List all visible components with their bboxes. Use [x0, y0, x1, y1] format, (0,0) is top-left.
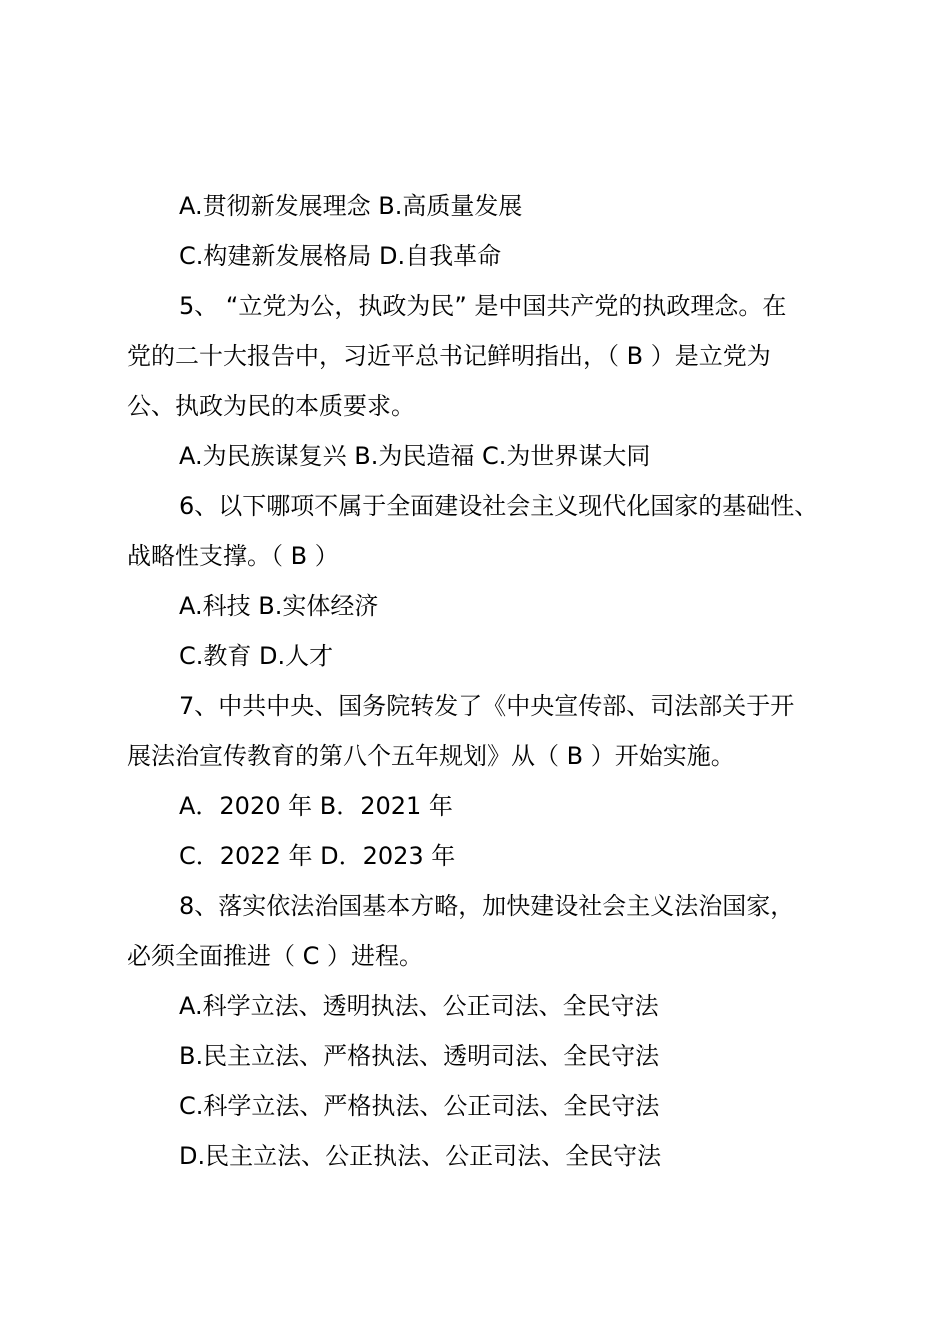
q7-question-line-1: 7、中共中央、国务院转发了《中央宣传部、司法部关于开: [179, 692, 795, 720]
document-body: [127, 181, 837, 1181]
q6-options-cd: C.教育 D.人才: [179, 642, 334, 670]
q7-options-cd: C．2022 年 D．2023 年: [179, 842, 456, 870]
q5-question-line-1: 5、 “立党为公，执政为民” 是中国共产党的执政理念。在: [179, 292, 787, 320]
q4-options-cd: C.构建新发展格局 D.自我革命: [179, 242, 502, 270]
q5-options: A.为民族谋复兴 B.为民造福 C.为世界谋大同: [179, 442, 651, 470]
q8-option-b: B.民主立法、严格执法、透明司法、全民守法: [179, 1042, 660, 1070]
q5-question-line-3: 公、执政为民的本质要求。: [127, 392, 415, 420]
q5-question-line-2: 党的二十大报告中，习近平总书记鲜明指出，（ B ）是立党为: [127, 342, 771, 370]
q4-options-ab: A.贯彻新发展理念 B.高质量发展: [179, 192, 523, 220]
q8-option-c: C.科学立法、严格执法、公正司法、全民守法: [179, 1092, 660, 1120]
q8-option-d: D.民主立法、公正执法、公正司法、全民守法: [179, 1142, 662, 1170]
q8-question-line-1: 8、落实依法治国基本方略，加快建设社会主义法治国家，: [179, 892, 795, 920]
q7-options-ab: A．2020 年 B．2021 年: [179, 792, 453, 820]
q8-option-a: A.科学立法、透明执法、公正司法、全民守法: [179, 992, 659, 1020]
q8-question-line-2: 必须全面推进（ C ）进程。: [127, 942, 424, 970]
q6-question-line-1: 6、以下哪项不属于全面建设社会主义现代化国家的基础性、: [179, 492, 819, 520]
q7-question-line-2: 展法治宣传教育的第八个五年规划》从（ B ）开始实施。: [127, 742, 735, 770]
q6-question-line-2: 战略性支撑。（ B ）: [127, 542, 339, 570]
q6-options-ab: A.科技 B.实体经济: [179, 592, 379, 620]
